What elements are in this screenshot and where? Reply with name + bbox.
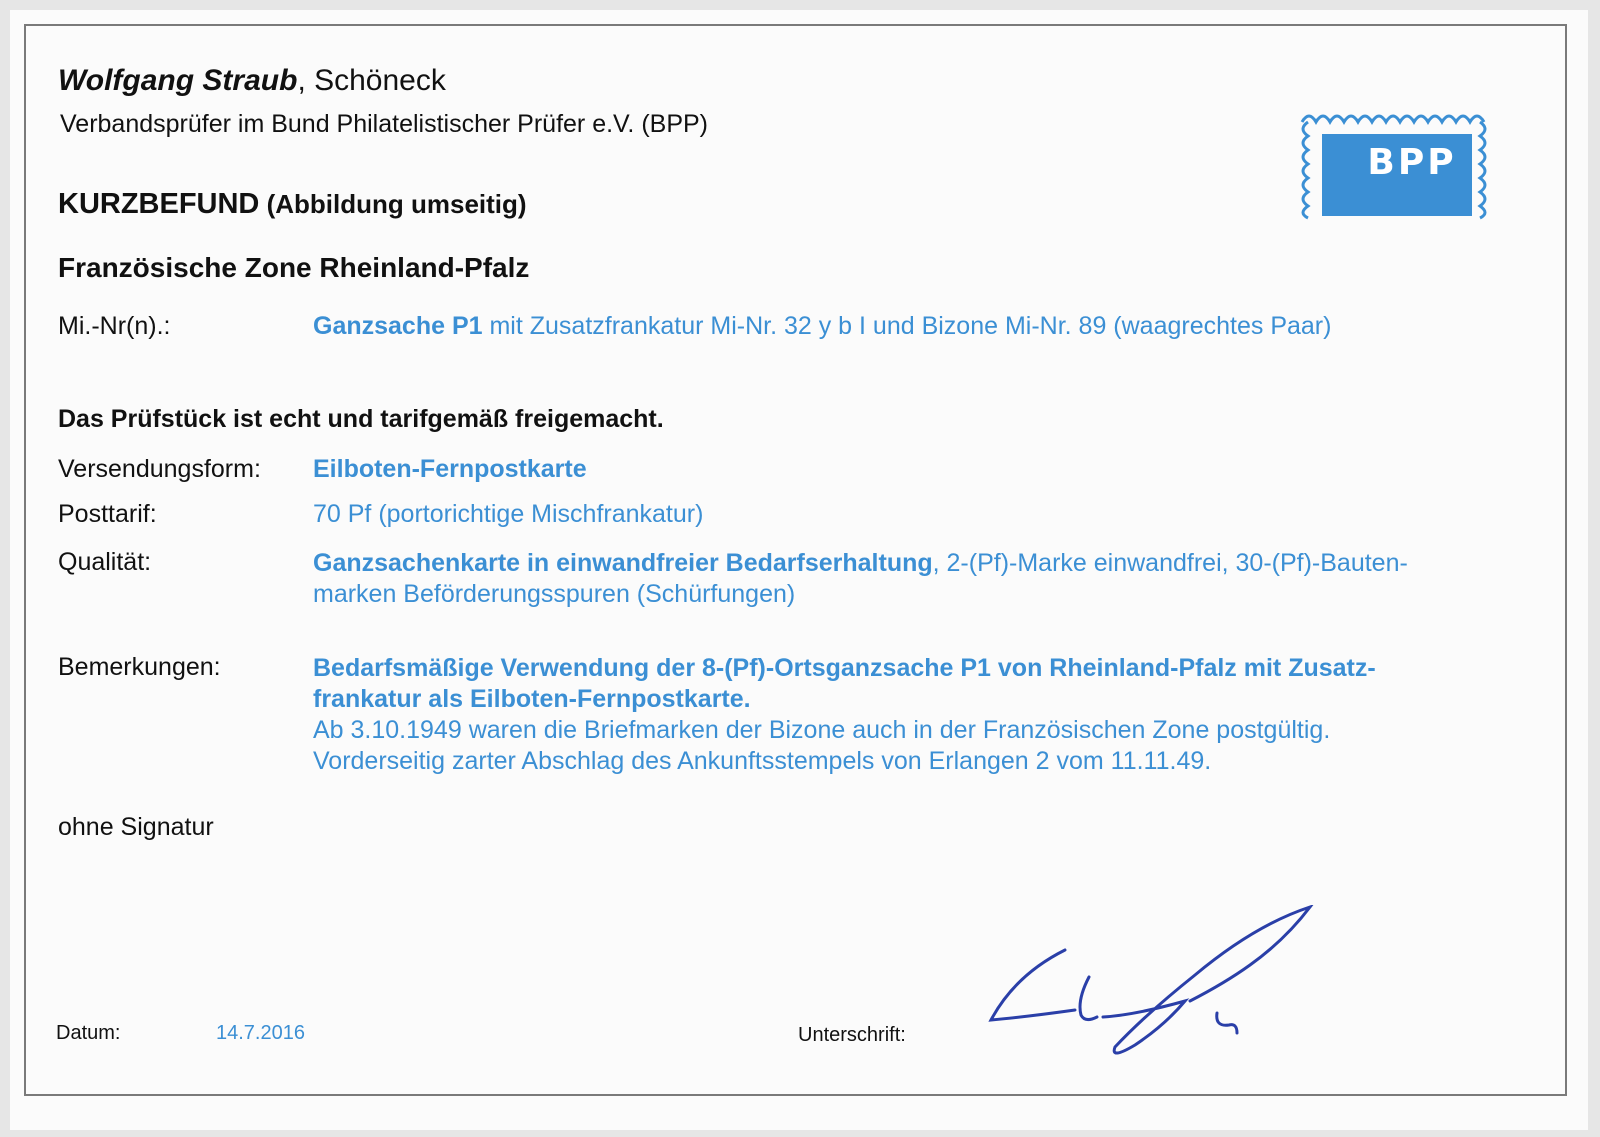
datum-value: 14.7.2016: [216, 1022, 305, 1044]
bemerkungen-label: Bemerkungen:: [58, 653, 221, 681]
title-main: KURZBEFUND: [58, 188, 260, 220]
qualitaet-value: [313, 548, 1408, 610]
unterschrift-label: Unterschrift:: [798, 1024, 906, 1046]
bemerkungen-line4: Vorderseitig zarter Abschlag des Ankunftsstempels von Erlangen 2 vom 11.11.49.: [313, 747, 1212, 775]
examiner-name: Wolfgang Straub: [58, 64, 298, 97]
verdict-text: Das Prüfstück ist echt und tarifgemäß freigemacht.: [58, 405, 664, 433]
examiner-name-line: [58, 64, 446, 98]
zone-heading: Französische Zone Rheinland-Pfalz: [58, 252, 530, 283]
qualitaet-value-line2: marken Beförderungsspuren (Schürfungen): [313, 580, 796, 608]
bemerkungen-line3: Ab 3.10.1949 waren die Briefmarken der Bizone auch in der Französischen Zone postgültig.: [313, 716, 1331, 744]
bemerkungen-bold-line2: frankatur als Eilboten-Fernpostkarte.: [313, 685, 751, 713]
qualitaet-value-rest: , 2-(Pf)-Marke einwandfrei, 30-(Pf)-Bauten-: [932, 549, 1408, 577]
mi-nr-value-bold: Ganzsache P1: [313, 312, 483, 340]
bemerkungen-value: [313, 653, 1376, 777]
handwritten-signature: [985, 905, 1345, 1075]
versendungsform-value: Eilboten-Fernpostkarte: [313, 455, 587, 483]
document-title: [58, 188, 527, 221]
bemerkungen-bold-line1: Bedarfsmäßige Verwendung der 8-(Pf)-Ortsganzsache P1 von Rheinland-Pfalz mit Zusatz-: [313, 654, 1376, 682]
title-note: (Abbildung umseitig): [259, 189, 527, 219]
signatur-note: ohne Signatur: [58, 813, 214, 841]
qualitaet-value-bold: Ganzsachenkarte in einwandfreier Bedarfserhaltung: [313, 549, 933, 577]
examiner-subtitle: Verbandsprüfer im Bund Philatelistischer Prüfer e.V. (BPP): [60, 110, 708, 138]
datum-label: Datum:: [56, 1022, 121, 1044]
mi-nr-label: Mi.-Nr(n).:: [58, 312, 171, 340]
posttarif-label: Posttarif:: [58, 500, 157, 528]
mi-nr-value: [313, 312, 1331, 341]
qualitaet-label: Qualität:: [58, 548, 152, 576]
bpp-stamp-icon: [1300, 108, 1490, 220]
examiner-location: , Schöneck: [297, 64, 446, 97]
versendungsform-label: Versendungsform:: [58, 455, 261, 483]
mi-nr-value-rest: mit Zusatzfrankatur Mi-Nr. 32 y b I und Bizone Mi-Nr. 89 (waagrechtes Paar): [482, 312, 1332, 340]
bpp-stamp-logo: [1300, 108, 1490, 220]
posttarif-value: 70 Pf (portorichtige Mischfrankatur): [313, 500, 704, 528]
bpp-logo-text: BPP: [1367, 142, 1457, 183]
